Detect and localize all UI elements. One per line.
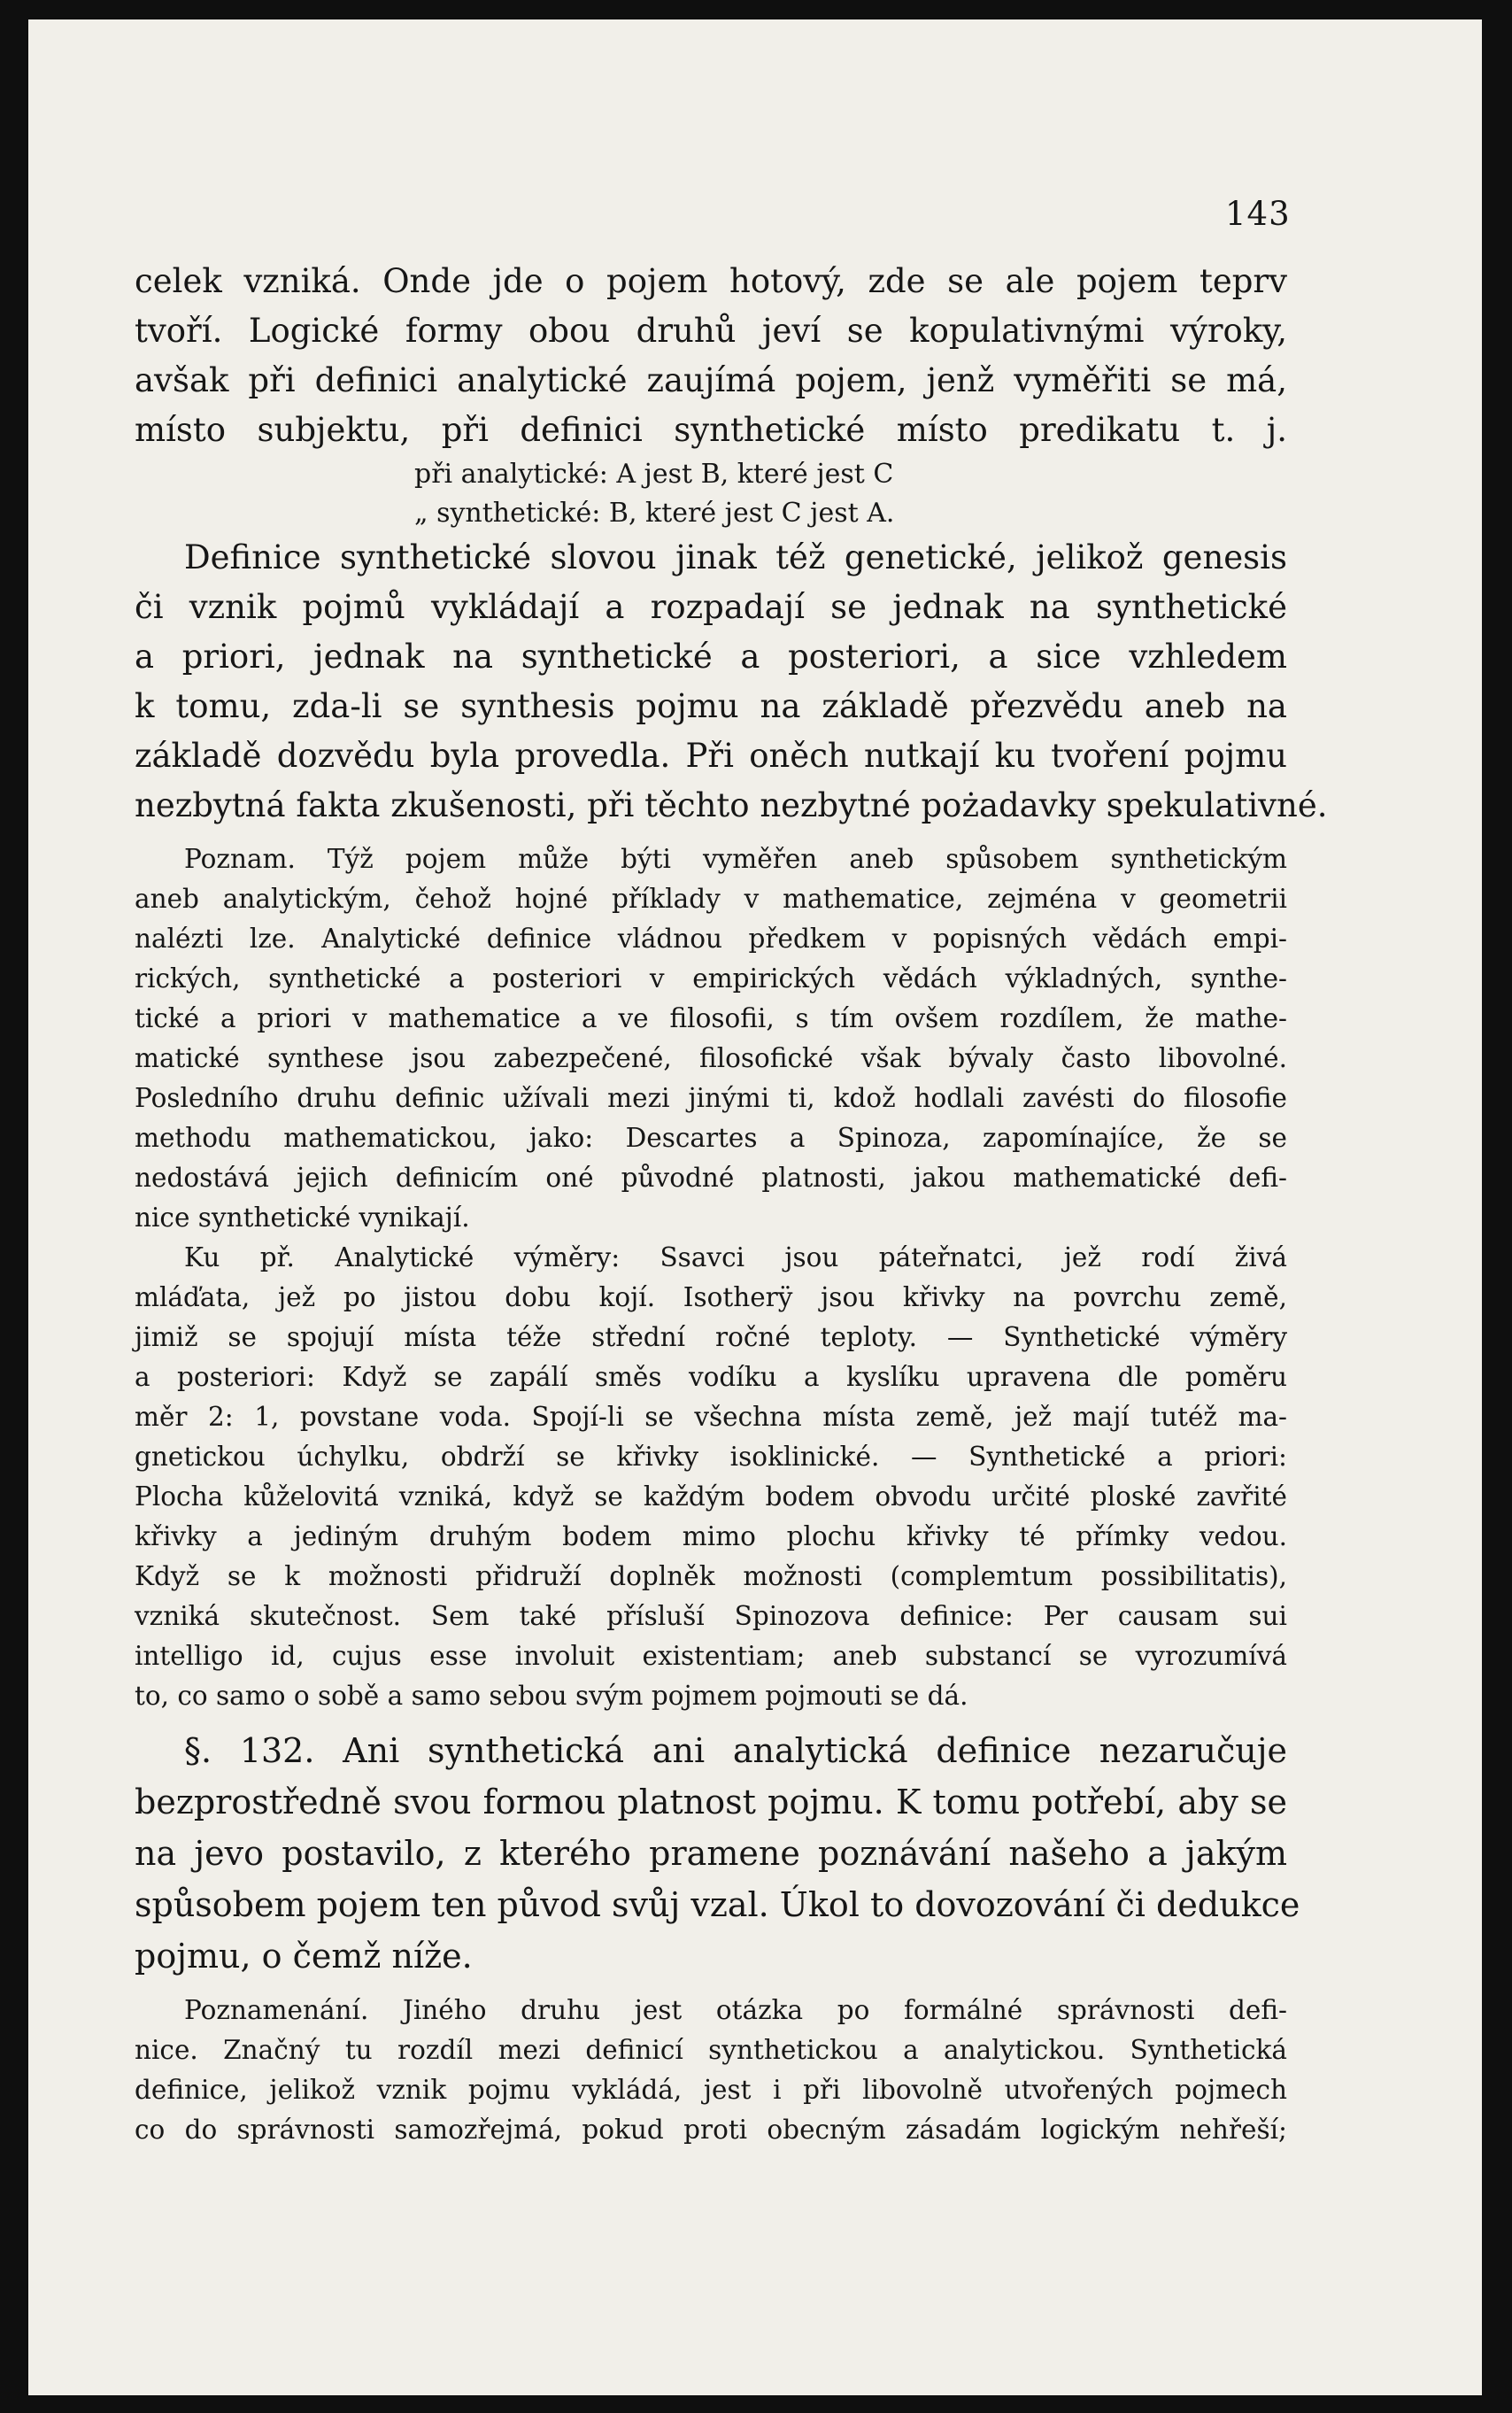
text-line: tvoří. Logické formy obou druhů jeví se kopulativnými výroky,	[135, 312, 1287, 350]
text-line: methodu mathematickou, jako: Descartes a Spinoza, zapomínajíce, že se	[135, 1123, 1287, 1153]
text-line: Posledního druhu definic užívali mezi jinými ti, kdož hodlali zavésti do filosofie	[135, 1083, 1287, 1113]
text-line: základě dozvědu byla provedla. Při oněch nutkají ku tvoření pojmu	[135, 737, 1287, 775]
text-line: nalézti lze. Analytické definice vládnou předkem v popisných vědách empi-	[135, 924, 1287, 954]
text-line: Plocha kůželovitá vzniká, když se každým bodem obvodu určité ploské zavřité	[135, 1481, 1287, 1512]
paragraph-intro	[135, 257, 1287, 455]
book-page	[28, 19, 1482, 2395]
text-line: avšak při definici analytické zaujímá pojem, jenž vyměřiti se má,	[135, 361, 1287, 399]
text-line: mláďata, jež po jistou dobu kojí. Isotherÿ jsou křivky na povrchu země,	[135, 1282, 1287, 1312]
text-line: na jevo postavilo, z kterého pramene poznávání našeho a jakým	[135, 1834, 1287, 1873]
text-line: rických, synthetické a posteriori v empirických vědách výkladných, synthe-	[135, 963, 1287, 994]
text-line: co do správnosti samozřejmá, pokud proti obecným zásadám logickým nehřeší;	[135, 2115, 1287, 2145]
text-line: Ku př. Analytické výměry: Ssavci jsou páteřnatci, jež rodí živá	[184, 1242, 1287, 1272]
definition-analytic: při analytické: A jest B, které jest C	[414, 459, 894, 490]
text-line: nice synthetické vynikají.	[135, 1203, 470, 1233]
text-line: Poznamenání. Jiného druhu jest otázka po formálné správnosti defi-	[184, 1995, 1287, 2025]
text-line: vzniká skutečnost. Sem také přísluší Spinozova definice: Per causam sui	[135, 1601, 1287, 1631]
text-line: Definice synthetické slovou jinak též genetické, jelikož genesis	[184, 538, 1287, 576]
text-line: nice. Značný tu rozdíl mezi definicí synthetickou a analytickou. Synthetická	[135, 2035, 1287, 2065]
section-132	[135, 1725, 1300, 1982]
text-line: Poznam. Týž pojem může býti vyměřen aneb spůsobem synthetickým	[184, 844, 1287, 874]
text-line: celek vzniká. Onde jde o pojem hotový, zde se ale pojem teprv	[135, 262, 1287, 300]
text-line: to, co samo o sobě a samo sebou svým pojmem pojmouti se dá.	[135, 1681, 968, 1711]
note-examples	[135, 1238, 1287, 1716]
text-line: nedostává jejich definicím oné původné platnosti, jakou mathematické defi-	[135, 1163, 1287, 1193]
note-poznam	[135, 839, 1287, 1238]
text-line: místo subjektu, při definici synthetické místo predikatu t. j.	[135, 411, 1287, 449]
text-line: Když se k možnosti přidruží doplněk možnosti (complemtum possibilitatis),	[135, 1561, 1287, 1591]
text-line: bezprostředně svou formou platnost pojmu. K tomu potřebí, aby se	[135, 1783, 1287, 1821]
text-line: intelligo id, cujus esse involuit existentiam; aneb substancí se vyrozumívá	[135, 1641, 1287, 1671]
text-line: matické synthese jsou zabezpečené, filosofické však bývaly často libovolné.	[135, 1043, 1287, 1073]
text-line: a posteriori: Když se zapálí směs vodíku a kyslíku upravena dle poměru	[135, 1362, 1287, 1392]
text-line: a priori, jednak na synthetické a posteriori, a sice vzhledem	[135, 638, 1287, 676]
text-line: gnetickou úchylku, obdrží se křivky isoklinické. — Synthetické a priori:	[135, 1442, 1287, 1472]
text-line: či vznik pojmů vykládají a rozpadají se jednak na synthetické	[135, 588, 1287, 626]
text-line: k tomu, zda-li se synthesis pojmu na základě přezvědu aneb na	[135, 687, 1287, 725]
text-line: aneb analytickým, čehož hojné příklady v mathematice, zejména v geometrii	[135, 884, 1287, 914]
text-line: nezbytná fakta zkušenosti, při těchto nezbytné pożadavky spekulativné.	[135, 786, 1328, 824]
page-number: 143	[1225, 195, 1291, 233]
text-line: tické a priori v mathematice a ve filosofii, s tím ovšem rozdílem, že mathe-	[135, 1003, 1287, 1033]
paragraph-genesis	[135, 533, 1328, 831]
page-text	[135, 257, 1328, 2150]
text-line: definice, jelikož vznik pojmu vykládá, jest i při libovolně utvořených pojmech	[135, 2075, 1287, 2105]
text-line: měr 2: 1, povstane voda. Spojí-li se všechna místa země, jež mají tutéž ma-	[135, 1402, 1287, 1432]
text-line: spůsobem pojem ten původ svůj vzal. Úkol to dovozování či dedukce	[135, 1885, 1300, 1924]
text-line: křivky a jediným druhým bodem mimo plochu křivky té přímky vedou.	[135, 1521, 1287, 1551]
text-line: pojmu, o čemž níže.	[135, 1937, 473, 1976]
text-line: jimiž se spojují místa téže střední ročné teploty. — Synthetické výměry	[135, 1322, 1287, 1352]
definition-forms	[135, 455, 1287, 533]
note-poznamenani	[135, 1991, 1287, 2150]
section-heading-line: §. 132. Ani synthetická ani analytická definice nezaručuje	[184, 1731, 1287, 1770]
definition-synthetic: „ synthetické: B, které jest C jest A.	[414, 498, 895, 529]
